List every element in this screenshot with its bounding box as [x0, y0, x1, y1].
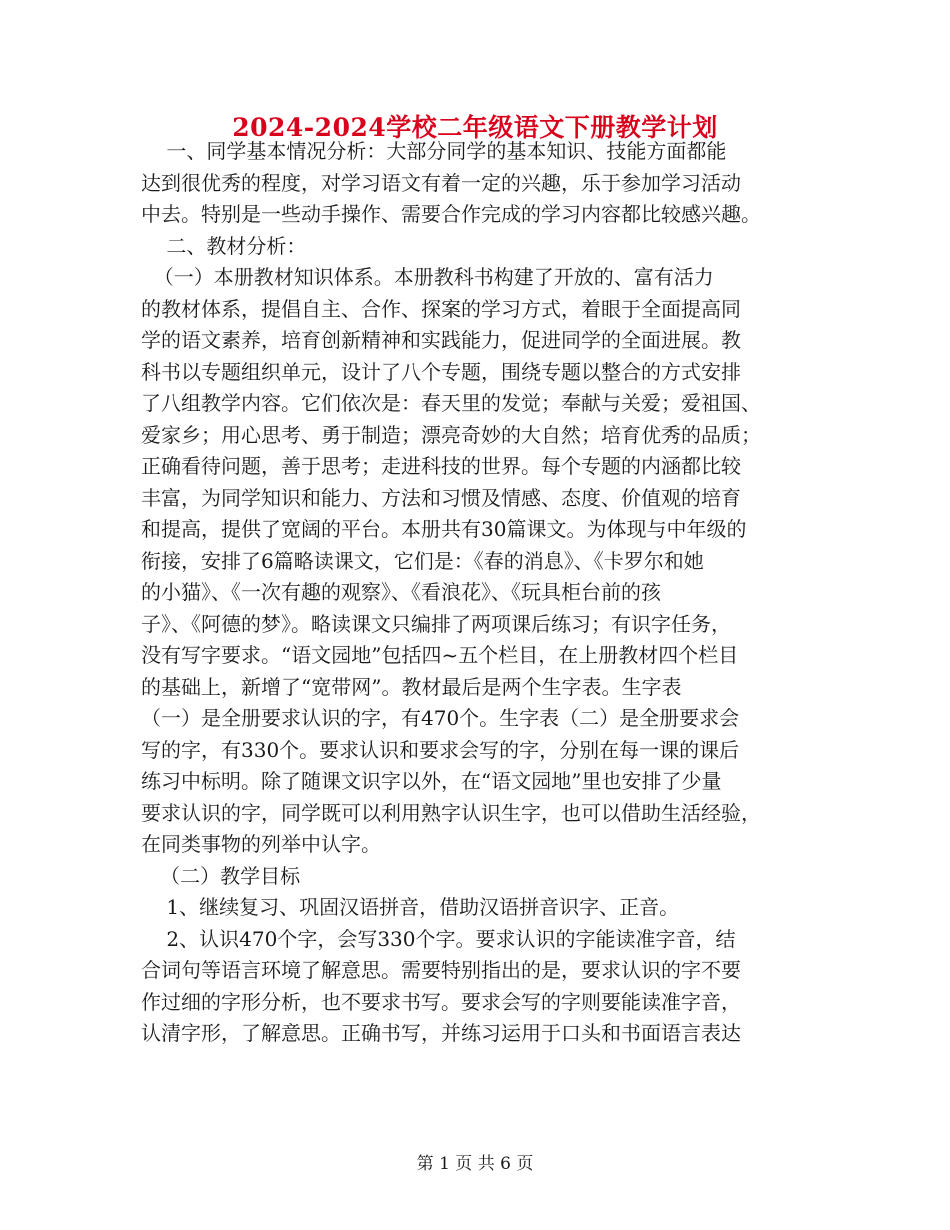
- document-body: [141, 136, 813, 1050]
- paragraph-line: 丰富，为同学知识和能力、方法和习惯及情感、态度、价值观的培育: [141, 485, 741, 510]
- paragraph-line: 在同类事物的列举中认字。: [141, 832, 381, 856]
- paragraph-line: 一、同学基本情况分析：大部分同学的基本知识、技能方面都能: [141, 139, 727, 163]
- paragraph-line: （一）本册教材知识体系。本册教科书构建了开放的、富有活力: [141, 265, 714, 289]
- paragraph-line: 要求认识的字，同学既可以利用熟字认识生字，也可以借助生活经验，: [141, 800, 761, 825]
- paragraph-line: 科书以专题组织单元，设计了八个专题，围绕专题以整合的方式安排: [141, 359, 741, 384]
- paragraph-line: 2、认识470个字，会写330个字。要求认识的字能读准字音，结: [141, 926, 736, 951]
- paragraph-line: 衔接，安排了6篇略读课文，它们是：《春的消息》、《卡罗尔和她: [141, 548, 704, 573]
- paragraph-line: 写的字，有330个。要求认识和要求会写的字，分别在每一课的课后: [141, 737, 740, 762]
- paragraph-line: 认清字形，了解意思。正确书写，并练习运用于口头和书面语言表达: [141, 1021, 741, 1045]
- paragraph-line: （二）教学目标: [141, 863, 301, 888]
- paragraph-line: 爱家乡；用心思考、勇于制造；漂亮奇妙的大自然；培育优秀的品质；: [141, 422, 761, 447]
- paragraph-line: 没有写字要求。“语文园地”包括四~五个栏目，在上册教材四个栏目: [141, 643, 739, 667]
- paragraph-line: 的小猫》、《一次有趣的观察》、《看浪花》、《玩具柜台前的孩: [141, 580, 661, 604]
- paragraph-line: 子》、《阿德的梦》。略读课文只编排了两项课后练习；有识字任务，: [141, 611, 731, 636]
- paragraph-line: 的教材体系，提倡自主、合作、探案的学习方式，着眼于全面提高同: [141, 296, 741, 321]
- paragraph-line: 的基础上，新增了“宽带网”。教材最后是两个生字表。生字表: [141, 674, 682, 699]
- paragraph-line: 和提高，提供了宽阔的平台。本册共有30篇课文。为体现与中年级的: [141, 517, 747, 541]
- paragraph-line: 中去。特别是一些动手操作、需要合作完成的学习内容都比较感兴趣。: [141, 202, 761, 226]
- paragraph-line: 练习中标明。除了随课文识字以外，在“语文园地”里也安排了少量: [141, 769, 722, 793]
- page-title: 2024-2024学校二年级语文下册教学计划: [232, 113, 718, 142]
- paragraph-line: 学的语文素养，培育创新精神和实践能力，促进同学的全面进展。教: [141, 328, 741, 352]
- paragraph-line: 达到很优秀的程度，对学习语文有着一定的兴趣，乐于参加学习活动: [141, 170, 741, 195]
- paragraph-line: 二、教材分析：: [141, 233, 307, 258]
- paragraph-line: 作过细的字形分析，也不要求书写。要求会写的字则要能读准字音，: [141, 989, 741, 1014]
- paragraph-line: 合词句等语言环境了解意思。需要特别指出的是，要求认识的字不要: [141, 958, 741, 982]
- paragraph-line: 正确看待问题，善于思考；走进科技的世界。每个专题的内涵都比较: [141, 454, 741, 478]
- paragraph-line: 了八组教学内容。它们依次是：春天里的发觉；奉献与关爱；爱祖国、: [141, 391, 761, 415]
- page-footer: 第 1 页 共 6 页: [416, 1154, 534, 1174]
- paragraph-line: （一）是全册要求认识的字，有470个。生字表（二）是全册要求会: [141, 706, 740, 730]
- paragraph-line: 1、继续复习、巩固汉语拼音，借助汉语拼音识字、正音。: [141, 895, 680, 919]
